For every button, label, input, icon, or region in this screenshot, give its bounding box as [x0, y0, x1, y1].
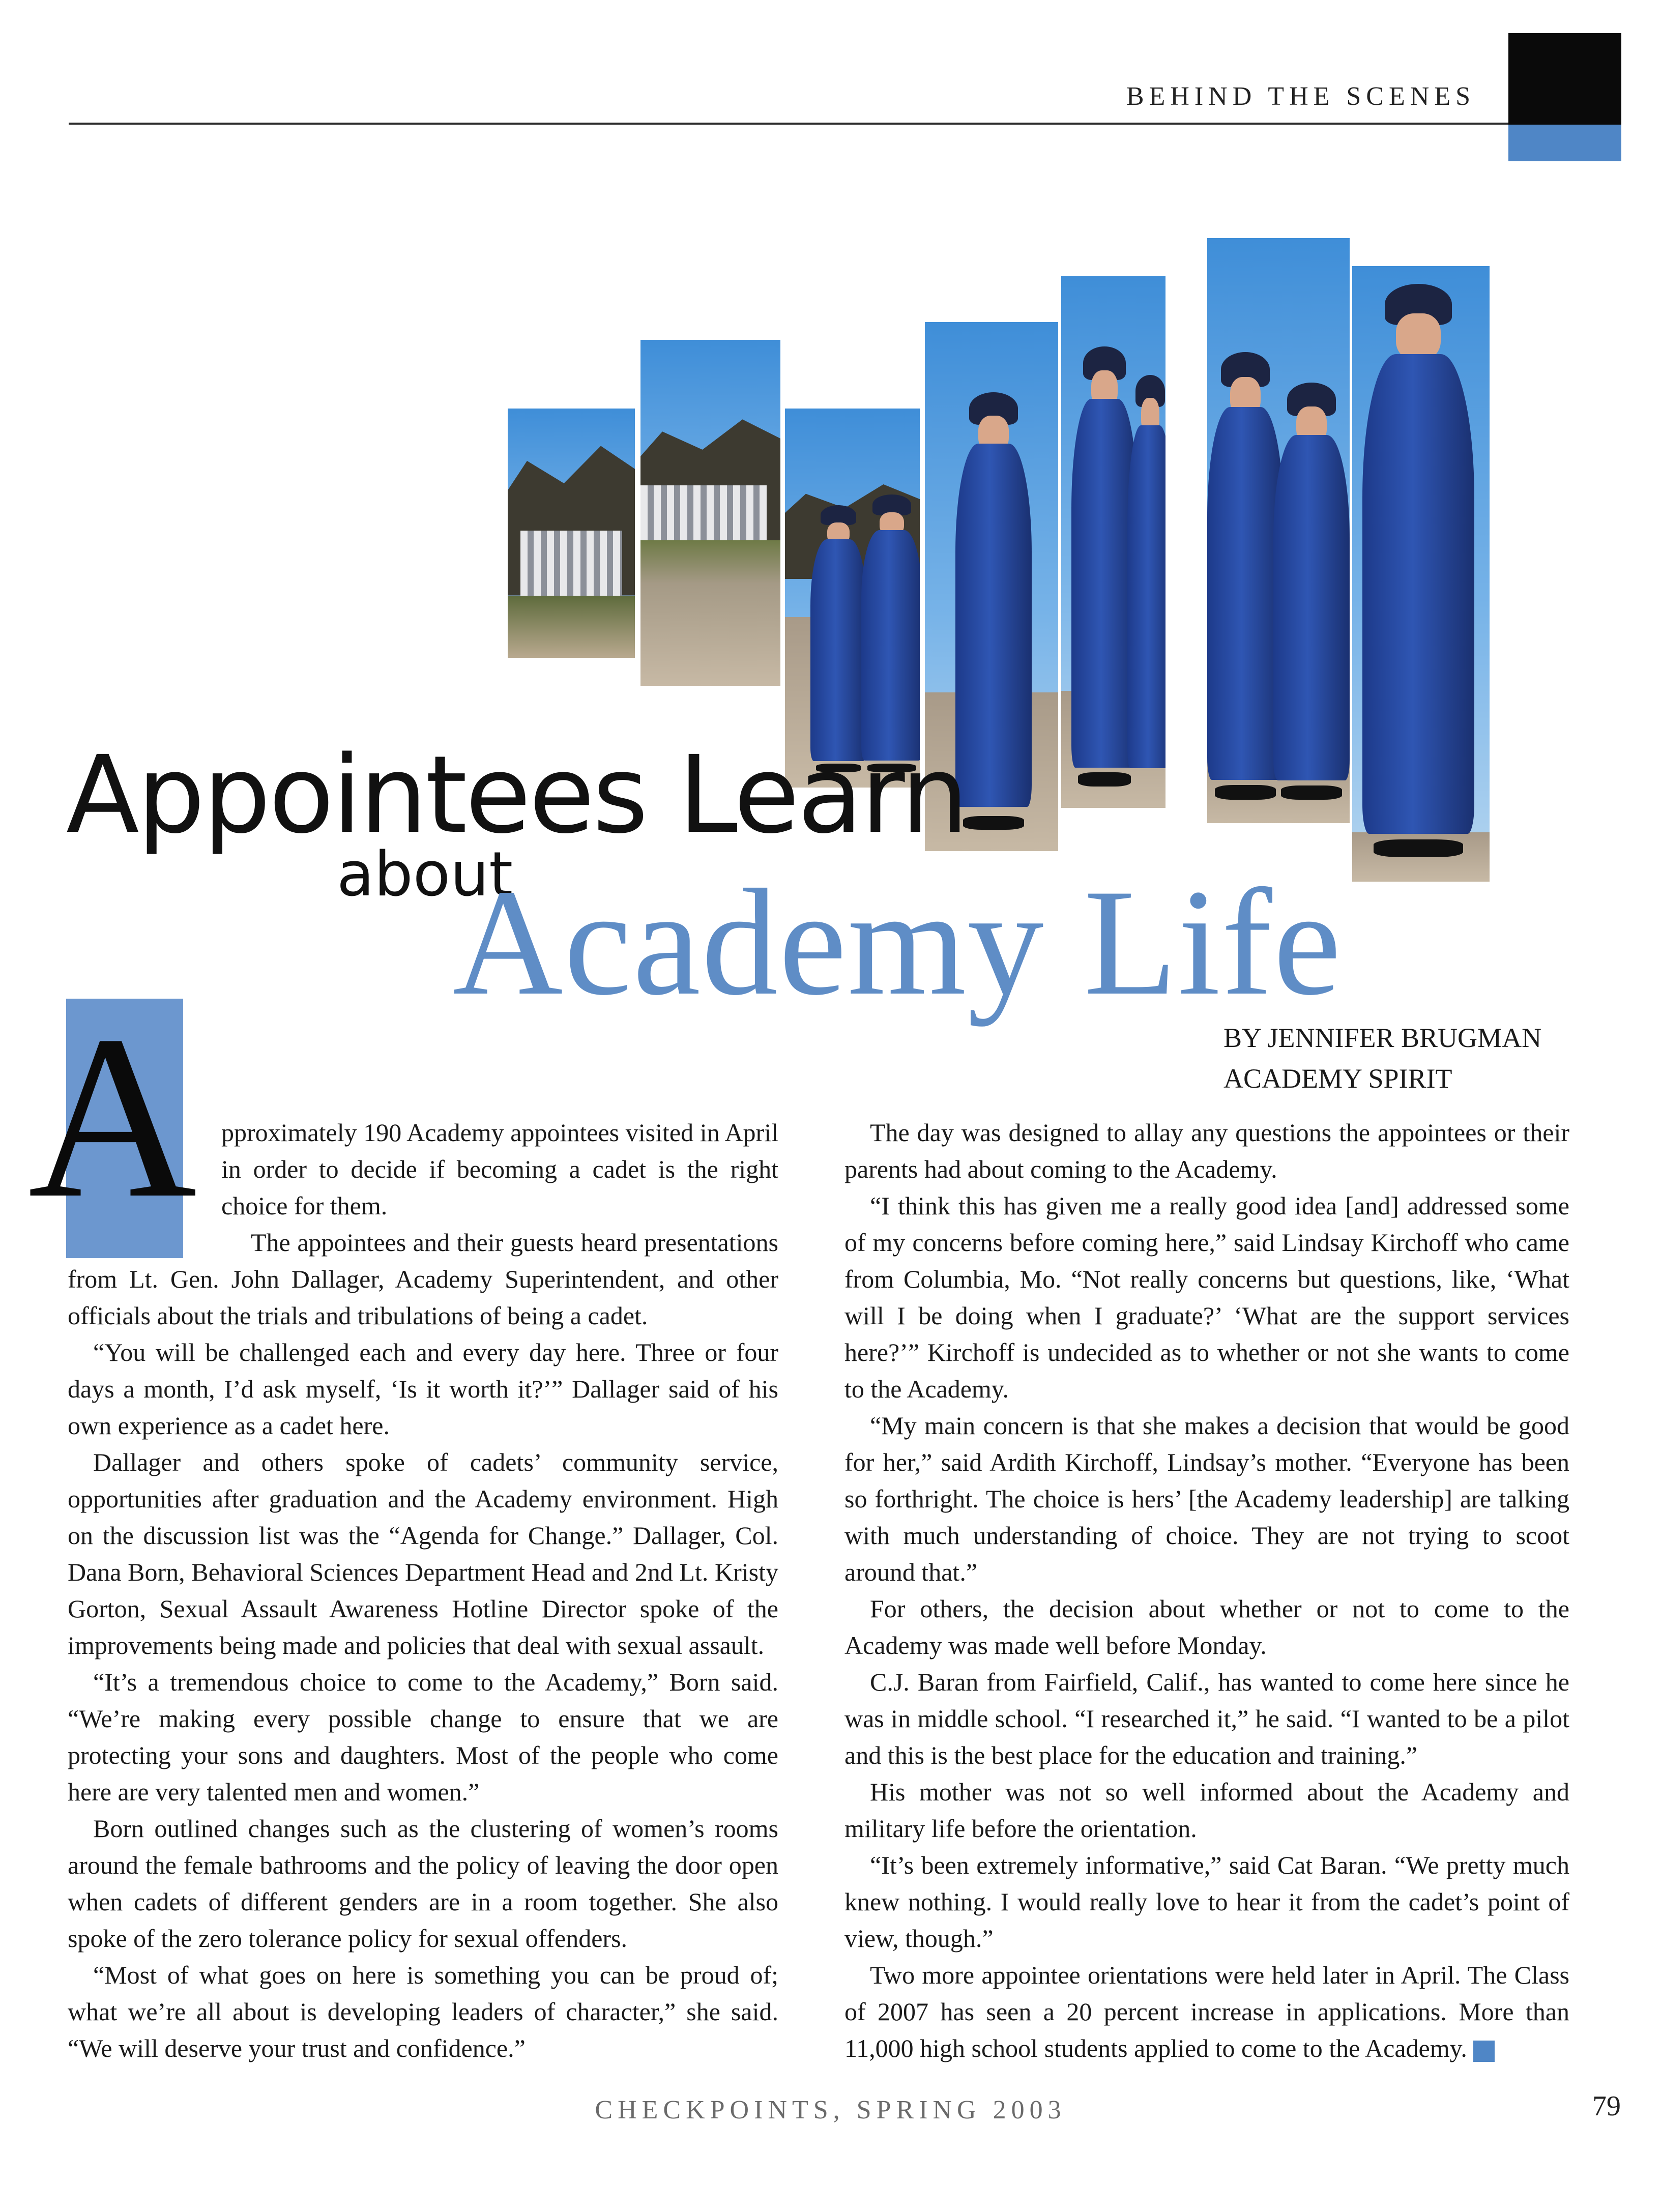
right-column	[844, 1114, 1569, 2067]
paragraph: The day was designed to allay any questions the appointees or their parents had about coming to the Academy.	[844, 1118, 1569, 1183]
photo-strip-cadets-4	[1206, 237, 1351, 825]
paragraph: “My main concern is that she makes a decision that would be good for her,” said Ardith Kirchoff, Lindsay’s mother. “Everyone has been so forthright. The choice is hers’ [the Academy leadership] are talking with much understanding of choice. They are not trying to scoot around that.”	[844, 1411, 1569, 1586]
left-column-lead	[221, 1114, 778, 1224]
paragraph: For others, the decision about whether or not to come to the Academy was made well before Monday.	[844, 1594, 1569, 1660]
photo-strip-cadets-5	[1351, 265, 1491, 883]
left-column	[68, 1224, 778, 2067]
section-label: BEHIND THE SCENES	[1126, 82, 1475, 111]
paragraph: The appointees and their guests heard presentations from Lt. Gen. John Dallager, Academy Superintendent, and other officials about the trials and tribulations of being a cadet.	[68, 1228, 778, 1330]
paragraph: Dallager and others spoke of cadets’ community service, opportunities after graduation and the Academy environment. High on the discussion list was the “Agenda for Change.” Dallager, Col. Dana Born, Behavioral Sciences Department Head and 2nd Lt. Kristy Gorton, Sexual Assault Awareness Hotline Director spoke of the improvements being made and policies that deal with sexual assault.	[68, 1448, 778, 1660]
byline-organization: ACADEMY SPIRIT	[1223, 1063, 1452, 1094]
drop-cap-letter: A	[28, 987, 197, 1246]
photo-strip-chapel	[506, 407, 636, 659]
photo-strip-cadets-3	[1060, 275, 1167, 809]
page-number: 79	[1592, 2090, 1621, 2122]
paragraph: “It’s a tremendous choice to come to the Academy,” Born said. “We’re making every possible change to ensure that we are protecting your sons and daughters. Most of the people who come here are very talented men and women.”	[68, 1668, 778, 1806]
paragraph: “It’s been extremely informative,” said Cat Baran. “We pretty much knew nothing. I would really love to hear it from the cadet’s point of view, though.”	[844, 1851, 1569, 1953]
article-title-line2: Academy Life	[453, 858, 1343, 1027]
paragraph: “I think this has given me a really good idea [and] addressed some of my concerns before coming here,” said Lindsay Kirchoff who came from Columbia, Mo. “Not really concerns but questions, like, ‘What will I be doing when I graduate?’ ‘What are the support services here?’” Kirchoff is undecided as to whether or not she wants to come to the Academy.	[844, 1191, 1569, 1403]
paragraph: “You will be challenged each and every day here. Three or four days a month, I’d ask myself, ‘Is it worth it?’” Dallager said of his own experience as a cadet here.	[68, 1338, 778, 1440]
checkmark-icon: ✓	[1473, 2041, 1495, 2062]
paragraph: C.J. Baran from Fairfield, Calif., has wanted to come here since he was in middle school. “I researched it,” he said. “I wanted to be a pilot and this is the best place for the education and training.”	[844, 1668, 1569, 1769]
article-title-about: about	[337, 839, 513, 910]
byline	[1223, 1017, 1541, 1099]
article-title-line1: Appointees Learn	[66, 733, 967, 857]
paragraph: His mother was not so well informed about the Academy and military life before the orientation.	[844, 1778, 1569, 1843]
photo-strip-cadets-1	[783, 407, 921, 789]
paragraph: Born outlined changes such as the clustering of women’s rooms around the female bathrooms and the policy of leaving the door open when cadets of different genders are in a room together. She also spoke of the zero tolerance policy for sexual offenders.	[68, 1814, 778, 1953]
paragraph: Two more appointee orientations were held later in April. The Class of 2007 has seen a 20 percent increase in applications. More than 11,000 high school students applied to come to the Academy.	[844, 1961, 1569, 2062]
byline-author: BY JENNIFER BRUGMAN	[1223, 1023, 1542, 1053]
footer-publication: CHECKPOINTS, SPRING 2003	[595, 2095, 1066, 2124]
lead-paragraph: pproximately 190 Academy appointees visited in April in order to decide if becoming a cadet is the right choice for them.	[221, 1118, 778, 1220]
photo-strip-chapel-tree	[639, 338, 782, 687]
paragraph: “Most of what goes on here is something you can be proud of; what we’re all about is developing leaders of character,” she said. “We will deserve your trust and confidence.”	[68, 1961, 778, 2062]
